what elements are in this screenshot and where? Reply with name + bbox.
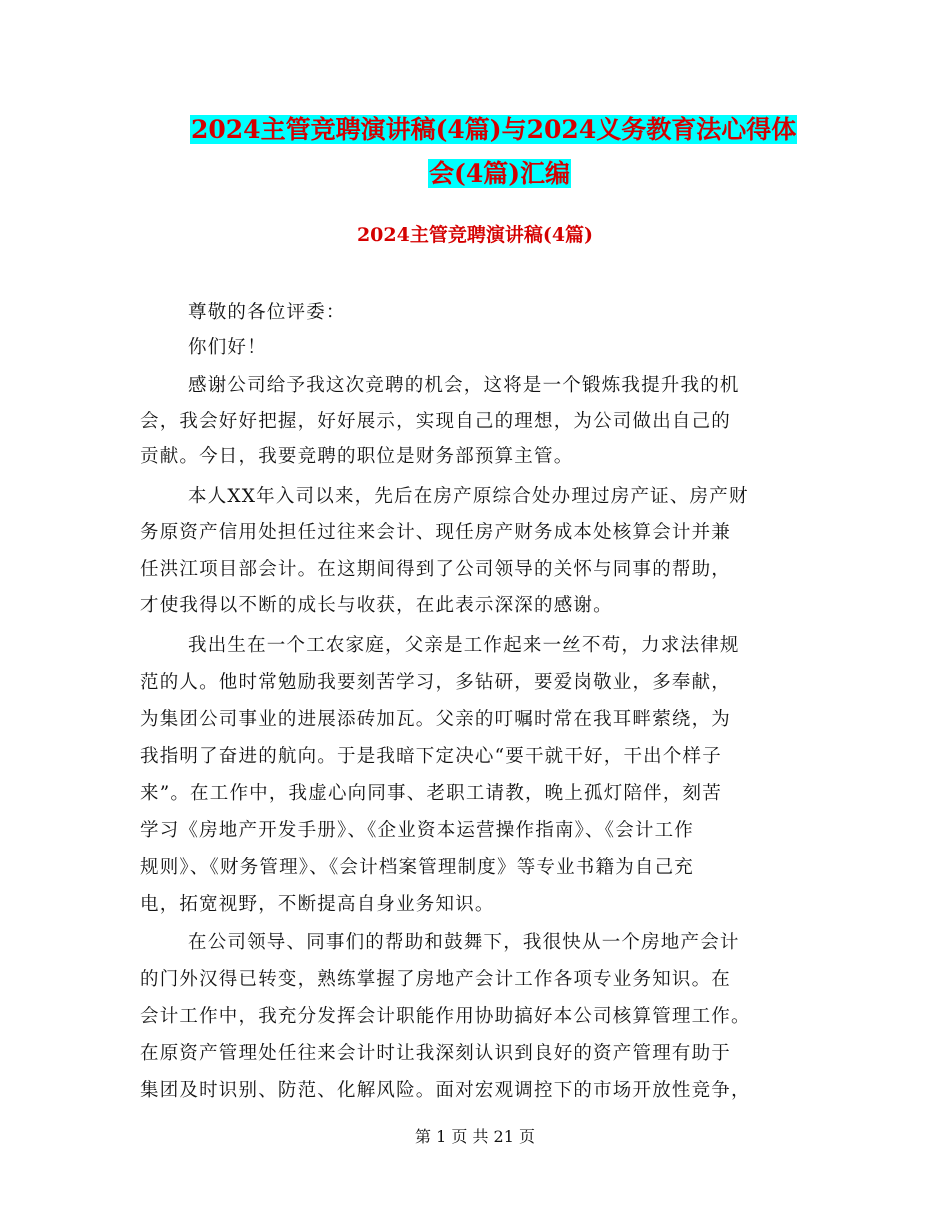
paragraph-line: 规则》、《财务管理》、《会计档案管理制度》等专业书籍为自己充 bbox=[140, 857, 695, 878]
paragraph-line: 来”。在工作中，我虚心向同事、老职工请教，晚上孤灯陪伴，刻苦 bbox=[140, 783, 722, 804]
paragraph-line: 电，拓宽视野，不断提高自身业务知识。 bbox=[140, 894, 495, 915]
title-line-2: 会(4篇)汇编 bbox=[429, 159, 571, 188]
page-footer: 第 1 页 共 21 页 bbox=[415, 1127, 535, 1146]
paragraph-line: 任洪江项目部会计。在这期间得到了公司领导的关怀与同事的帮助， bbox=[140, 559, 732, 580]
section-heading: 2024主管竞聘演讲稿(4篇) bbox=[356, 224, 594, 246]
paragraph-line: 范的人。他时常勉励我要刻苦学习，多钻研，要爱岗敬业，多奉献， bbox=[140, 672, 732, 693]
paragraph-line: 会计工作中，我充分发挥会计职能作用协助搞好本公司核算管理工作。 bbox=[140, 1006, 751, 1027]
paragraph-line: 贡献。今日，我要竞聘的职位是财务部预算主管。 bbox=[140, 446, 574, 467]
paragraph-line: 感谢公司给予我这次竞聘的机会，这将是一个锻炼我提升我的机 bbox=[188, 375, 740, 396]
paragraph-line: 本人XX年入司以来，先后在房产原综合处办理过房产证、房产财 bbox=[188, 486, 749, 507]
paragraph-line: 为集团公司事业的进展添砖加瓦。父亲的叮嘱时常在我耳畔萦绕，为 bbox=[140, 709, 732, 730]
paragraph-line: 我指明了奋进的航向。于是我暗下定决心“要干就干好，干出个样子 bbox=[140, 746, 722, 767]
paragraph-line: 集团及时识别、防范、化解风险。面对宏观调控下的市场开放性竞争， bbox=[140, 1080, 751, 1101]
paragraph-line: 的门外汉得已转变，熟练掌握了房地产会计工作各项专业务知识。在 bbox=[140, 969, 732, 990]
paragraph-line: 在原资产管理处任往来会计时让我深刻认识到良好的资产管理有助于 bbox=[140, 1043, 732, 1064]
greeting: 你们好！ bbox=[188, 337, 267, 358]
paragraph-line: 会，我会好好把握，好好展示，实现自己的理想，为公司做出自己的 bbox=[140, 411, 732, 432]
paragraph-line: 务原资产信用处担任过往来会计、现任房产财务成本处核算会计并兼 bbox=[140, 522, 732, 543]
salutation: 尊敬的各位评委： bbox=[188, 302, 346, 323]
title-line-1: 2024主管竞聘演讲稿(4篇)与2024义务教育法心得体 bbox=[191, 115, 797, 144]
paragraph-line: 在公司领导、同事们的帮助和鼓舞下，我很快从一个房地产会计 bbox=[188, 932, 740, 953]
paragraph-line: 学习《房地产开发手册》、《企业资本运营操作指南》、《会计工作 bbox=[140, 820, 695, 841]
paragraph-line: 我出生在一个工农家庭，父亲是工作起来一丝不苟，力求法律规 bbox=[188, 635, 740, 656]
paragraph-line: 才使我得以不断的成长与收获，在此表示深深的感谢。 bbox=[140, 595, 613, 616]
